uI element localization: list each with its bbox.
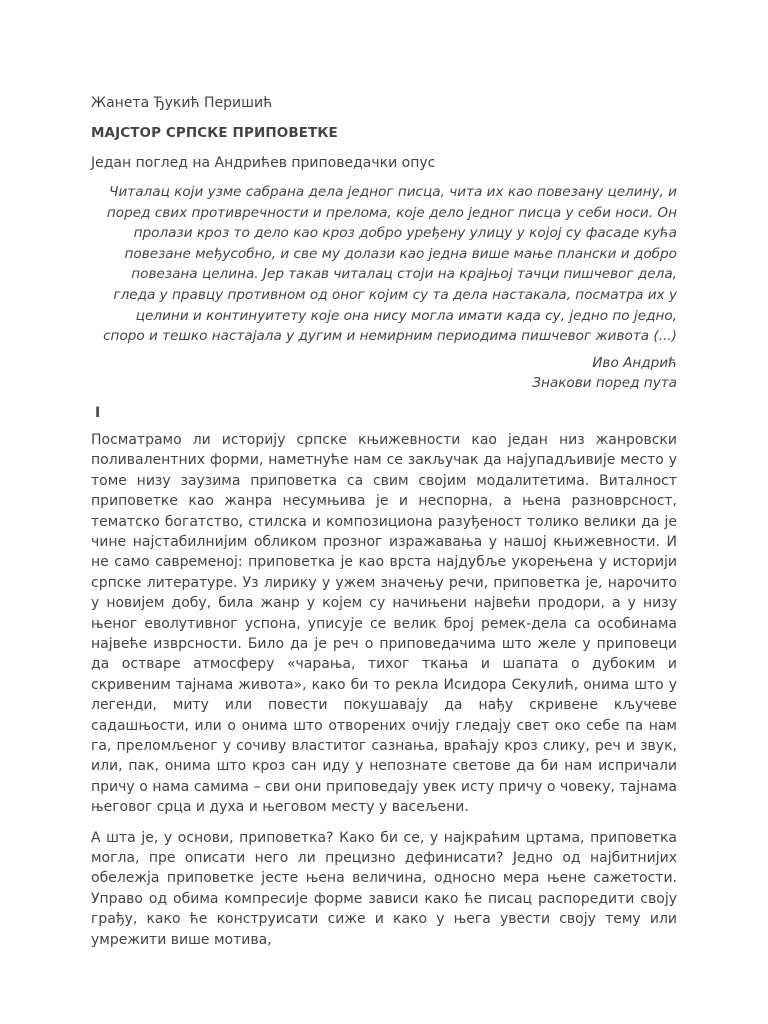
epigraph-author: Иво Андрић xyxy=(592,354,677,371)
epigraph-quote: Читалац који узме сабрана дела једног писца, чита их као повезану целину, и поред свих противречности и прелома, које дело једног писца у себи носи. Он пролази кроз то дело као кроз добро уређену улицу у којој су фасаде кућа повезане међусобно, и све му долази као једна више мање плански и добро повезана целина. Јер такав читалац стоји на крајњој тачци пишчевог дела, гледа у правцу противном од оног којим су та дела настакала, посматра их у целини и континуитету које она нису могла имати када су, једно по једно, споро и тешко настајала у дугим и немирним периодима пишчевог живота (...) xyxy=(103,184,677,345)
body-paragraph-2: А шта је, у основи, приповетка? Како би се, у најкраћим цртама, приповетка могла, пре описати него ли прецизно дефинисати? Једно од најбитнијих обележја приповетке јесте њена величина, односно мера њене сажетости. Управо од обима компресије форме зависи како ће писац распоредити своју грађу, како ће конструисати сиже и како у њега увести своју тему или умрежити више мотива, xyxy=(91,829,677,948)
body-paragraph-1: Посматрамо ли историју српске књижевности као један низ жанровски поливалентних форми, наметнуће нам се закључак да најупадљивије место у томе низу заузима приповетка са свим својим модалитетима. Виталност приповетке као жанра несумњива је и неспорна, а њена разноврсност, тематско богатство, стилска и композициона разуђеност толико велики да је чине најстабилнијим обликом прозног изражавања у нашој књижевности. И не само савременој: приповетка је као врста најдубље укорењена у историји српске литературе. Уз лирику у ужем значењу речи, приповетка је, нарочито у новијем добу, била жанр у којем су начињени највећи продори, а у низу њеног еволутивног успона, уписује се велик број ремек-дела са особинама највеће изврсности. Било да је реч о приповедачима што желе у приповеци да остваре атмосферу «чарања, тихог ткања и шапата о дубоким и скривеним тајнама живота», како би то рекла Исидора Секулић, онима што у легенди, миту или повести покушавају да нађу скривене кључеве садашњости, или о онима што отворених очију гледају свет око себе па нам га, преломљеног у сочиву властитог сазнања, враћају кроз слику, реч и звук, или, пак, онима што кроз сан иду у непознате светове да би нам испричали причу о нама самима – сви они приповедају увек исту причу о човеку, тајнама његовог срца и духа и његовом месту у васељени. xyxy=(91,431,677,816)
section-number: I xyxy=(95,404,101,421)
author-name: Жанета Ђукић Перишић xyxy=(91,95,273,111)
epigraph-source: Знакови поред пута xyxy=(532,375,677,392)
essay-subtitle: Један поглед на Андрићев приповедачки опус xyxy=(91,155,436,171)
essay-title: МАЈСТОР СРПСКЕ ПРИПОВЕТКЕ xyxy=(91,125,338,141)
